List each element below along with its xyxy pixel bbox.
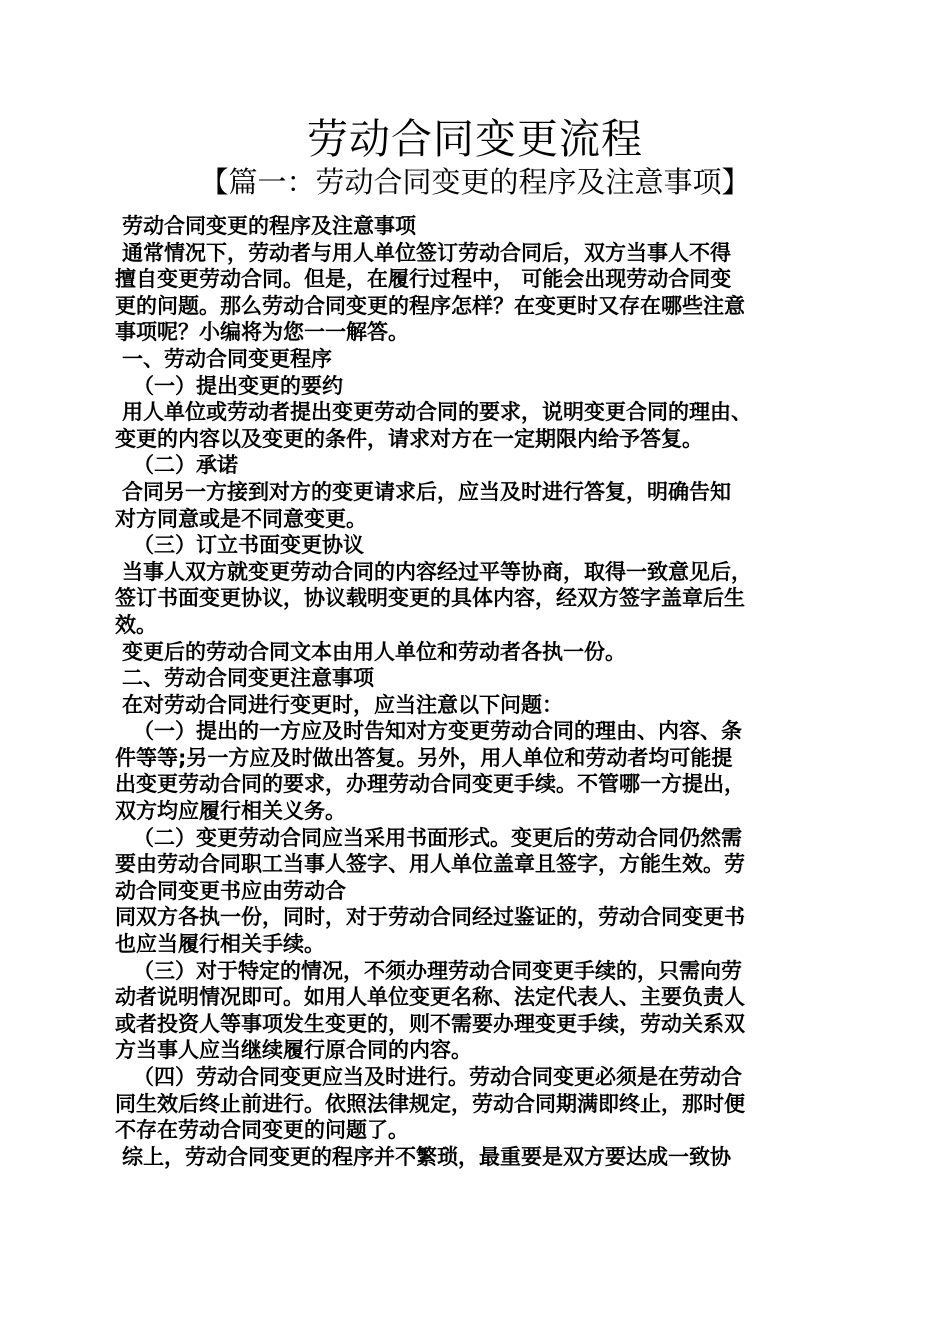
body-line: 劳动合同变更的程序及注意事项 [122, 214, 416, 238]
body-line: 同双方各执一份，同时，对于劳动合同经过鉴证的，劳动合同变更书 [115, 905, 745, 930]
body-line: 当事人双方就变更劳动合同的内容经过平等协商，取得一致意见后， [122, 559, 752, 584]
body-line: 签订书面变更协议，协议载明变更的具体内容，经双方签字盖章后生 [115, 586, 745, 611]
body-line: 方当事人应当继续履行原合同的内容。 [115, 1038, 472, 1063]
body-line: 出变更劳动合同的要求，办理劳动合同变更手续。不管哪一方提出， [115, 772, 745, 797]
body-line: 对方同意或是不同意变更。 [115, 506, 367, 531]
body-line: （一）提出的一方应及时告知对方变更劳动合同的理由、内容、条 [133, 719, 742, 744]
body-line: 合同另一方接到对方的变更请求后，应当及时进行答复，明确告知 [122, 479, 731, 504]
body-line: 双方均应履行相关义务。 [115, 799, 346, 824]
body-line: 擅自变更劳动合同。但是，在履行过程中， 可能会出现劳动合同变 [115, 267, 732, 292]
body-line: （二）变更劳动合同应当采用书面形式。变更后的劳动合同仍然需 [133, 825, 742, 850]
body-line: 用人单位或劳动者提出变更劳动合同的要求，说明变更合同的理由、 [122, 400, 752, 425]
body-line: 更的问题。那么劳动合同变更的程序怎样？在变更时又存在哪些注意 [115, 293, 745, 318]
body-line: 或者投资人等事项发生变更的，则不需要办理变更手续，劳动关系双 [115, 1011, 745, 1036]
body-line: 同生效后终止前进行。依照法律规定，劳动合同期满即终止，那时便 [115, 1091, 745, 1116]
body-line: （三）对于特定的情况，不须办理劳动合同变更手续的，只需向劳 [133, 958, 742, 983]
body-line: 变更后的劳动合同文本由用人单位和劳动者各执一份。 [122, 639, 626, 664]
body-line: （二）承诺 [133, 453, 238, 478]
body-line: 变更的内容以及变更的条件，请求对方在一定期限内给予答复。 [115, 426, 703, 451]
document-body [115, 213, 835, 1170]
body-line: 动合同变更书应由劳动合 [115, 878, 346, 903]
body-line: （一）提出变更的要约 [133, 373, 343, 398]
body-line: 也应当履行相关手续。 [115, 932, 325, 957]
body-line: 件等等;另一方应及时做出答复。另外，用人单位和劳动者均可能提 [115, 745, 733, 770]
body-line: 一、劳动合同变更程序 [122, 346, 332, 371]
body-line: 效。 [115, 612, 157, 637]
body-line: 在对劳动合同进行变更时，应当注意以下问题： [122, 692, 563, 717]
body-line: 动者说明情况即可。如用人单位变更名称、法定代表人、主要负责人 [115, 985, 745, 1010]
body-line: 二、劳动合同变更注意事项 [122, 666, 374, 691]
body-line: 事项呢？小编将为您一一解答。 [115, 320, 409, 345]
body-line: （四）劳动合同变更应当及时进行。劳动合同变更必须是在劳动合 [133, 1065, 742, 1089]
body-line: （三）订立书面变更协议 [133, 533, 364, 558]
document-subtitle: 【篇一：劳动合同变更的程序及注意事项】 [199, 165, 751, 199]
body-line: 通常情况下，劳动者与用人单位签订劳动合同后，双方当事人不得 [122, 240, 731, 265]
body-line: 综上，劳动合同变更的程序并不繁琐，最重要是双方要达成一致协 [122, 1144, 731, 1169]
body-line: 不存在劳动合同变更的问题了。 [115, 1118, 409, 1143]
document-title: 劳动合同变更流程 [307, 115, 643, 163]
body-line: 要由劳动合同职工当事人签字、用人单位盖章且签字，方能生效。劳 [115, 852, 745, 877]
